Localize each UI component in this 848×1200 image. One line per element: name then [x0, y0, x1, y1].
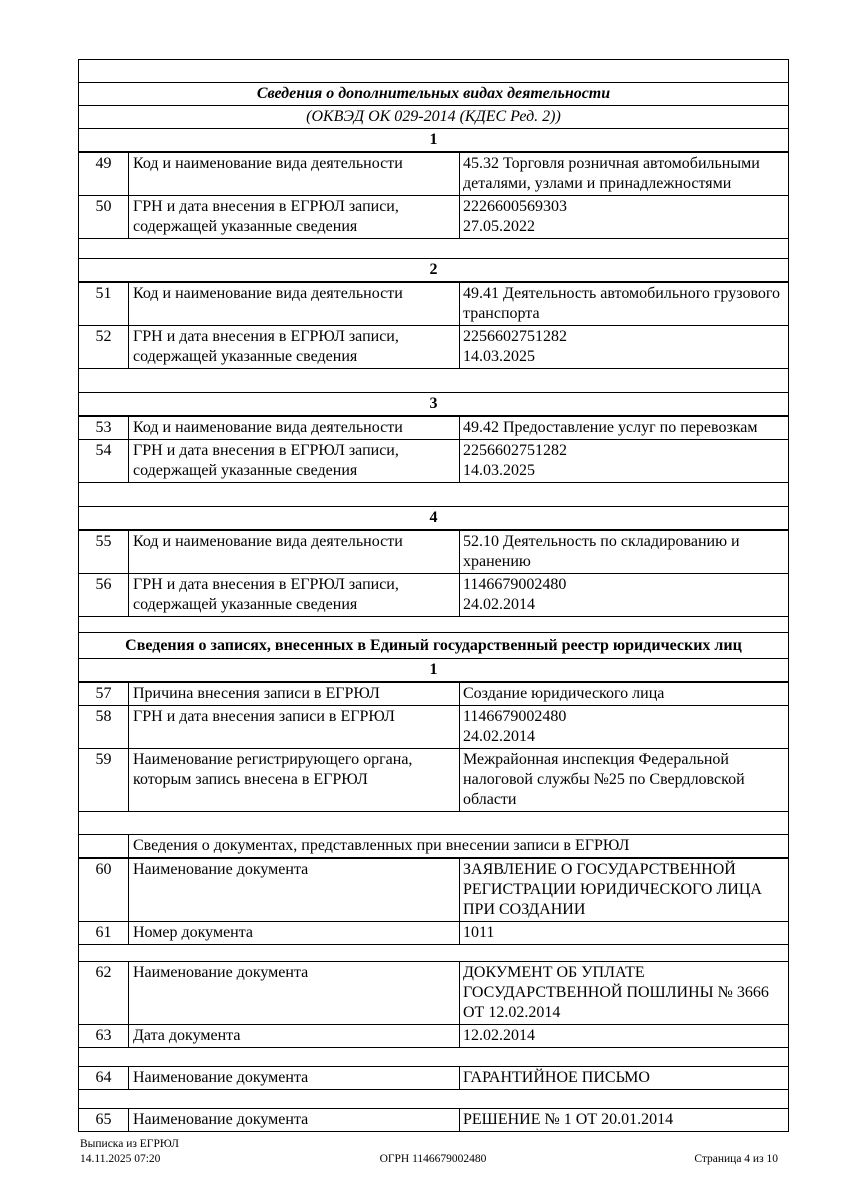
row-label: Наименование документа: [129, 962, 460, 1025]
group-number: 4: [79, 507, 789, 531]
spacer-row: [79, 483, 789, 507]
spacer-row: [79, 617, 789, 633]
row-label: Наименование документа: [129, 858, 460, 922]
row-value: 49.42 Предоставление услуг по перевозкам: [460, 416, 789, 440]
spacer-row: [79, 1048, 789, 1067]
docs-subheader: Сведения о документах, представленных при внесении записи в ЕГРЮЛ: [129, 835, 789, 859]
section-subtitle: (ОКВЭД ОК 029-2014 (КДЕС Ред. 2)): [79, 106, 789, 129]
row-number: 60: [79, 858, 129, 922]
table-row: [79, 1067, 789, 1090]
row-label: Наименование документа: [129, 1067, 460, 1090]
records-title: Сведения о записях, внесенных в Единый государственный реестр юридических лиц: [79, 633, 789, 659]
row-label: Дата документа: [129, 1025, 460, 1048]
row-value: 52.10 Деятельность по складированию и хранению: [460, 530, 789, 574]
row-value: [460, 196, 789, 239]
spacer-row: [79, 945, 789, 962]
table-row: [79, 922, 789, 945]
row-number: 50: [79, 196, 129, 239]
group-number-row: [79, 659, 789, 683]
table-row: [79, 1025, 789, 1048]
row-number: 51: [79, 282, 129, 326]
row-number: 59: [79, 749, 129, 812]
grn-date: 24.02.2014: [463, 728, 535, 745]
group-number: 1: [79, 659, 789, 683]
row-label: Код и наименование вида деятельности: [129, 416, 460, 440]
row-number: 64: [79, 1067, 129, 1090]
row-number: 63: [79, 1025, 129, 1048]
row-value: РЕШЕНИЕ № 1 ОТ 20.01.2014: [460, 1109, 789, 1132]
row-label: Номер документа: [129, 922, 460, 945]
grn-date: 14.03.2025: [463, 348, 535, 365]
spacer-row: [79, 812, 789, 835]
row-label: Код и наименование вида деятельности: [129, 530, 460, 574]
grn-number: 1146679002480: [463, 576, 567, 593]
row-label: Причина внесения записи в ЕГРЮЛ: [129, 682, 460, 706]
row-value: [460, 440, 789, 483]
row-number: 56: [79, 574, 129, 617]
table-row: [79, 416, 789, 440]
table-row: [79, 196, 789, 239]
empty-number-cell: [79, 835, 129, 859]
row-label: ГРН и дата внесения в ЕГРЮЛ записи, содержащей указанные сведения: [129, 196, 460, 239]
footer-ogrn: ОГРН 1146679002480: [379, 1153, 487, 1165]
table-row: [79, 706, 789, 749]
section-subtitle-row: [79, 106, 789, 129]
row-value: Межрайонная инспекция Федеральной налоговой службы №25 по Свердловской области: [460, 749, 789, 812]
footer-page-indicator: Страница 4 из 10: [694, 1153, 778, 1165]
row-value: 45.32 Торговля розничная автомобильными деталями, узлами и принадлежностями: [460, 152, 789, 196]
group-number-row: [79, 129, 789, 153]
row-number: 61: [79, 922, 129, 945]
grn-date: 24.02.2014: [463, 596, 535, 613]
row-label: Код и наименование вида деятельности: [129, 152, 460, 196]
row-label: Наименование регистрирующего органа, которым запись внесена в ЕГРЮЛ: [129, 749, 460, 812]
table-row: [79, 326, 789, 369]
row-value: 12.02.2014: [460, 1025, 789, 1048]
table-row: [79, 440, 789, 483]
table-row: [79, 962, 789, 1025]
row-number: 55: [79, 530, 129, 574]
row-label: ГРН и дата внесения в ЕГРЮЛ записи, содержащей указанные сведения: [129, 574, 460, 617]
grn-number: 2256602751282: [463, 328, 567, 345]
table-row: [79, 858, 789, 922]
row-number: 52: [79, 326, 129, 369]
row-label: ГРН и дата внесения в ЕГРЮЛ записи, содержащей указанные сведения: [129, 326, 460, 369]
table-row: [79, 152, 789, 196]
row-number: 57: [79, 682, 129, 706]
row-number: 49: [79, 152, 129, 196]
page-footer: [78, 1135, 788, 1167]
section-title: Сведения о дополнительных видах деятельности: [79, 83, 789, 106]
row-value: ДОКУМЕНТ ОБ УПЛАТЕ ГОСУДАРСТВЕННОЙ ПОШЛИНЫ № 3666 ОТ 12.02.2014: [460, 962, 789, 1025]
records-title-row: [79, 633, 789, 659]
table-row: [79, 749, 789, 812]
row-label: Код и наименование вида деятельности: [129, 282, 460, 326]
grn-date: 14.03.2025: [463, 462, 535, 479]
row-number: 54: [79, 440, 129, 483]
row-label: ГРН и дата внесения в ЕГРЮЛ записи, содержащей указанные сведения: [129, 440, 460, 483]
group-number-row: [79, 259, 789, 283]
row-value: [460, 326, 789, 369]
group-number-row: [79, 507, 789, 531]
row-number: 62: [79, 962, 129, 1025]
empty-row: [79, 60, 789, 83]
table-row: [79, 1109, 789, 1132]
spacer-row: [79, 1090, 789, 1109]
table-row: [79, 574, 789, 617]
row-value: [460, 574, 789, 617]
row-value: Создание юридического лица: [460, 682, 789, 706]
spacer-row: [79, 369, 789, 393]
grn-number: 2226600569303: [463, 198, 567, 215]
docs-subheader-row: [79, 835, 789, 859]
section-title-row: [79, 83, 789, 106]
row-value: 49.41 Деятельность автомобильного грузового транспорта: [460, 282, 789, 326]
grn-date: 27.05.2022: [463, 218, 535, 235]
row-number: 65: [79, 1109, 129, 1132]
group-number-row: [79, 393, 789, 417]
group-number: 2: [79, 259, 789, 283]
group-number: 3: [79, 393, 789, 417]
row-number: 53: [79, 416, 129, 440]
egrul-extract-table: [78, 59, 789, 1132]
row-value: ЗАЯВЛЕНИЕ О ГОСУДАРСТВЕННОЙ РЕГИСТРАЦИИ ЮРИДИЧЕСКОГО ЛИЦА ПРИ СОЗДАНИИ: [460, 858, 789, 922]
row-number: 58: [79, 706, 129, 749]
grn-number: 1146679002480: [463, 708, 567, 725]
row-value: 1011: [460, 922, 789, 945]
row-label: ГРН и дата внесения записи в ЕГРЮЛ: [129, 706, 460, 749]
footer-doc-info: [80, 1137, 179, 1167]
row-value: [460, 706, 789, 749]
row-value: ГАРАНТИЙНОЕ ПИСЬМО: [460, 1067, 789, 1090]
footer-datetime: 14.11.2025 07:20: [80, 1153, 161, 1165]
row-label: Наименование документа: [129, 1109, 460, 1132]
table-row: [79, 530, 789, 574]
group-number: 1: [79, 129, 789, 153]
table-row: [79, 682, 789, 706]
table-row: [79, 282, 789, 326]
spacer-row: [79, 239, 789, 259]
grn-number: 2256602751282: [463, 442, 567, 459]
footer-doc-type: Выписка из ЕГРЮЛ: [80, 1138, 179, 1150]
